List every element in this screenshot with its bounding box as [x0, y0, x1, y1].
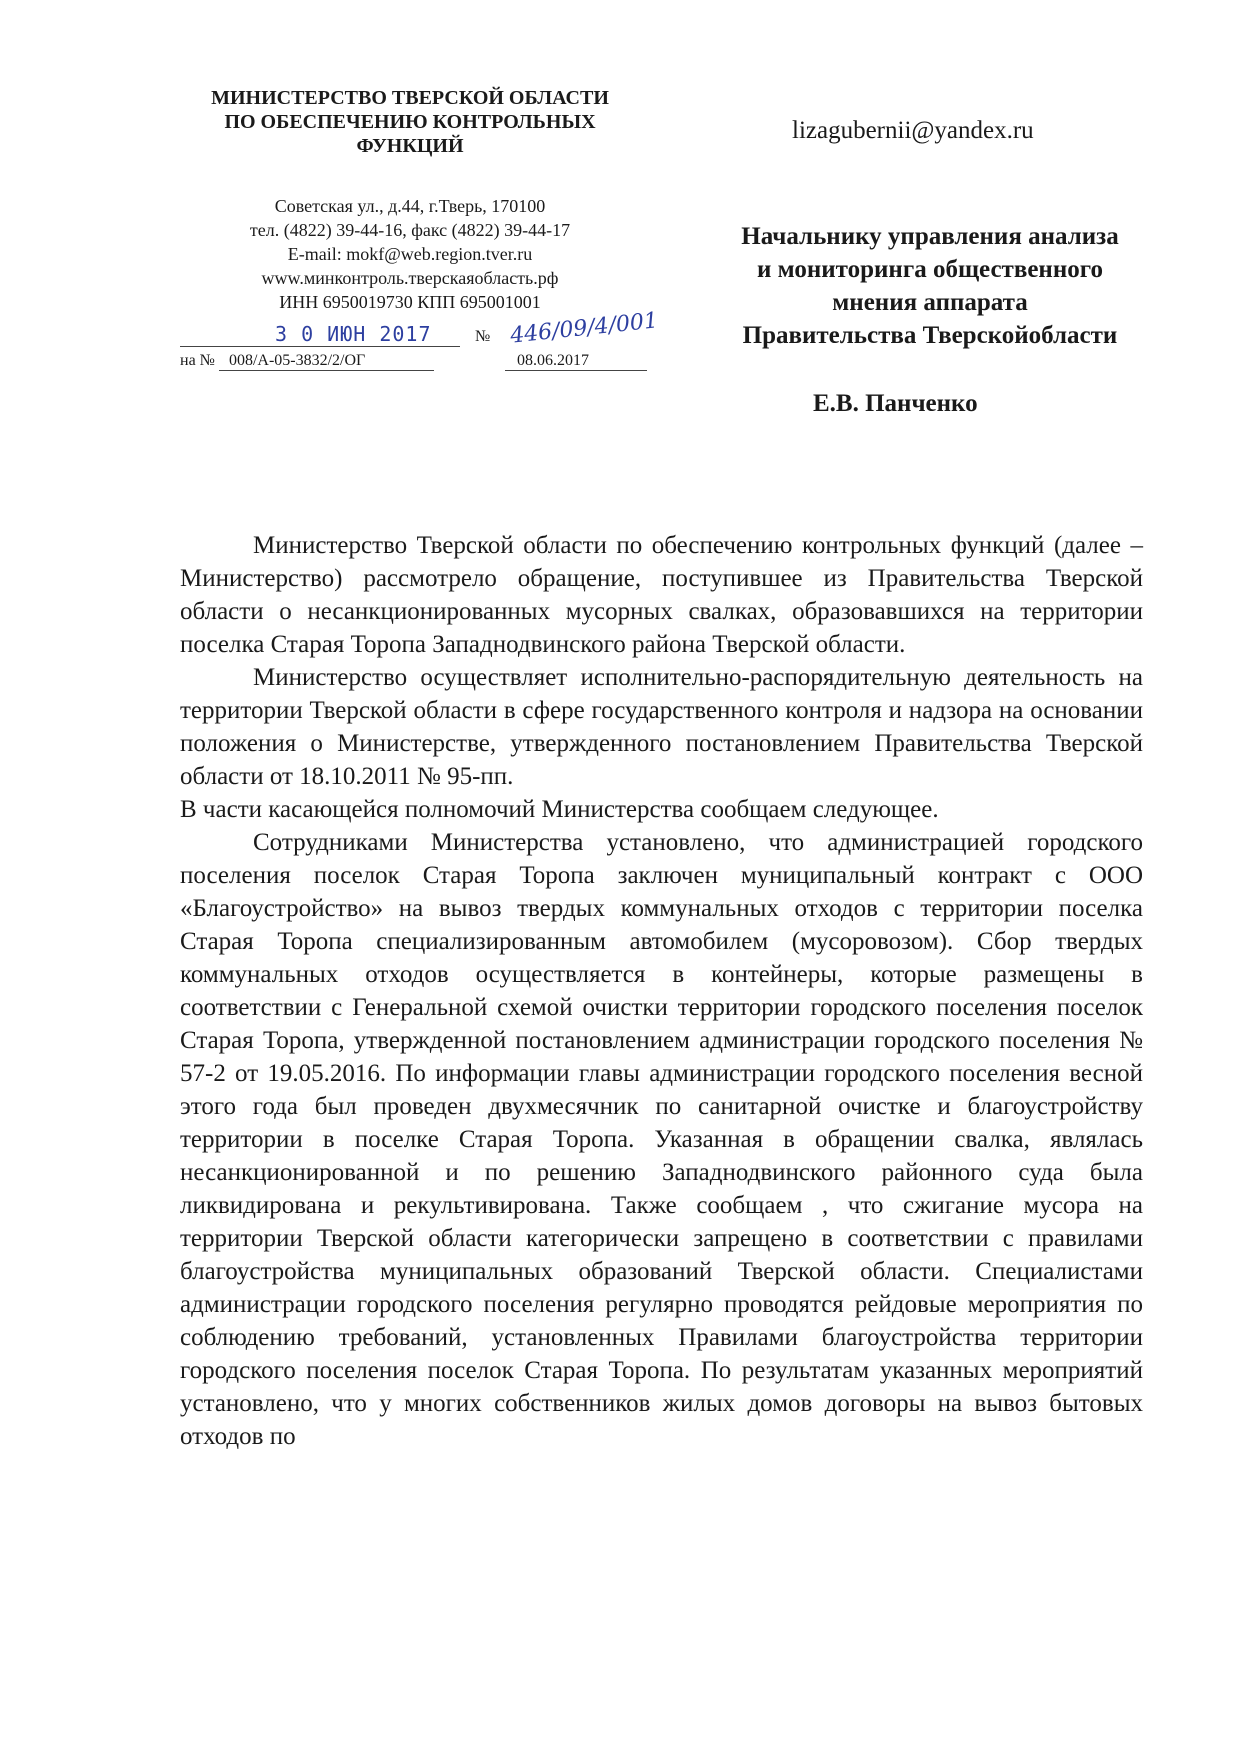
ministry-address: Советская ул., д.44, г.Тверь, 170100 [274, 196, 546, 216]
recipient-email: lizagubernii@yandex.ru [792, 117, 1034, 144]
reference-line [180, 352, 589, 371]
contact-block [190, 194, 630, 314]
letterhead [175, 86, 645, 158]
ministry-name-line1: МИНИСТЕРСТВО ТВЕРСКОЙ ОБЛАСТИ [211, 87, 609, 109]
addressee-title [700, 220, 1160, 352]
ministry-name-line2: ПО ОБЕСПЕЧЕНИЮ КОНТРОЛЬНЫХ [224, 111, 596, 133]
reference-date: 08.06.2017 [505, 352, 647, 371]
ministry-inn: ИНН 6950019730 КПП 695001001 [279, 292, 541, 312]
body-paragraph-2: Министерство осуществляет исполнительно-распорядительную деятельность на территории Тверской области в сфере государственного контроля и надзора на основании положения о Министерстве, утвержденного постановлением Правительства Тверской области от 18.10.2011 № 95-пп. [180, 664, 1143, 790]
date-stamp: 3 0 ИЮН 2017 [275, 322, 432, 346]
reference-prefix: на № [180, 352, 215, 369]
number-label: № [475, 328, 491, 345]
body-paragraph-1: Министерство Тверской области по обеспечению контрольных функций (далее – Министерство) рассмотрело обращение, поступившее из Правительства Тверской области о несанкционированных мусорных свалках, образовавшихся на территории поселка Старая Торопа Западнодвинского района Тверской области. [180, 532, 1143, 658]
body-paragraph-3: Сотрудниками Министерства установлено, что администрацией городского поселения поселок Старая Торопа заключен муниципальный контракт с ООО «Благоустройство» на вывоз твердых коммунальных отходов с территории поселка Старая Торопа специализированным автомобилем (мусоровозом). Сбор твердых коммунальных отходов осуществляется в контейнеры, которые размещены в соответствии с Генеральной схемой очистки территории городского поселения поселок Старая Торопа, утвержденной постановлением администрации городского поселения № 57-2 от 19.05.2016. По информации главы администрации городского поселения весной этого года был проведен двухмесячник по санитарной очистке и благоустройству территории в поселке Старая Торопа. Указанная в обращении свалка, являлась несанкционированной и по решению Западнодвинского районного суда была ликвидирована и рекультивирована. Также сообщаем , что сжигание мусора на территории Тверской области категорически запрещено в соответствии с правилами благоустройства муниципальных образований Тверской области. Специалистами администрации городского поселения регулярно проводятся рейдовые мероприятия по соблюдению требований, установленных Правилами благоустройства территории городского поселения поселок Старая Торопа. По результатам указанных мероприятий установлено, что у многих собственников жилых домов договоры на вывоз бытовых отходов по [180, 829, 1143, 1450]
addressee-title-line4: Правительства Тверскойобласти [742, 322, 1118, 349]
outgoing-number-handwritten: 446/09/4/001 [509, 308, 660, 349]
letter-body [180, 529, 1143, 1453]
ministry-email: E-mail: mokf@web.region.tver.ru [287, 244, 533, 264]
ministry-website: www.минконтроль.тверскаяобласть.рф [261, 268, 559, 288]
addressee-name: Е.В. Панченко [813, 390, 978, 417]
ministry-name-line3: ФУНКЦИЙ [356, 135, 464, 157]
addressee-title-line2: и мониторинга общественного [757, 256, 1103, 283]
addressee-title-line3: мнения аппарата [832, 289, 1028, 316]
body-paragraph-2-continued: В части касающейся полномочий Министерства сообщаем следующее. [180, 796, 939, 823]
registration-row [180, 308, 660, 374]
addressee-title-line1: Начальнику управления анализа [741, 223, 1119, 250]
reference-number: 008/А-05-3832/2/ОГ [219, 352, 434, 371]
stamp-underline [180, 346, 460, 347]
ministry-phone: тел. (4822) 39-44-16, факс (4822) 39-44-17 [249, 220, 571, 240]
